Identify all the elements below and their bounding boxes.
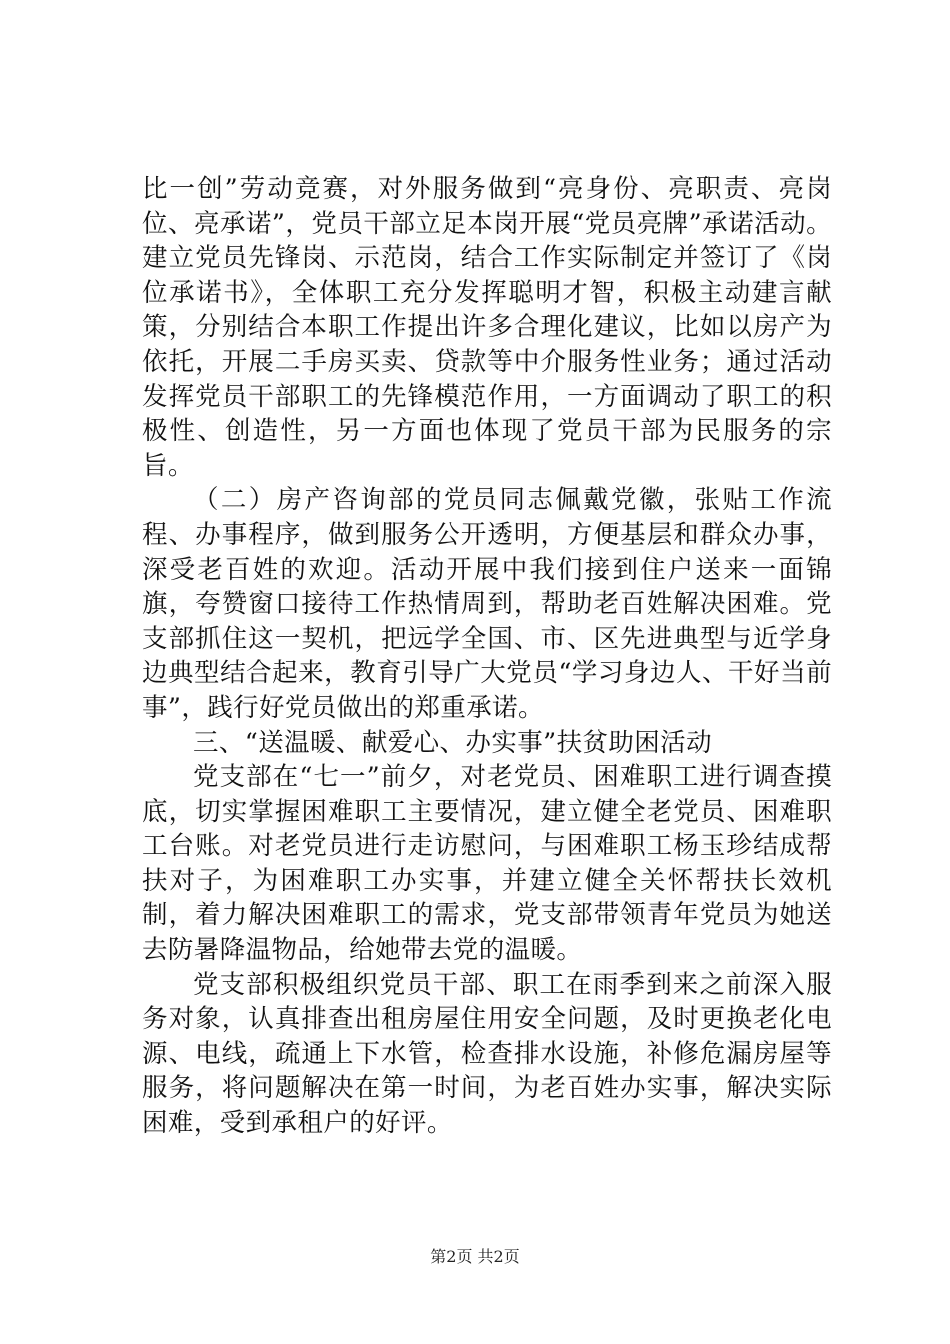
- paragraph-july-first: 党支部在“七一”前夕，对老党员、困难职工进行调查摸底，切实掌握困难职工主要情况，建立健全老党员、困难职工台账。对老党员进行走访慰问，与困难职工杨玉珍结成帮扶对子，为困难职工办实事，并建立健全关怀帮扶长效机制，着力解决困难职工的需求，党支部带领青年党员为她送去防暑降温物品，给她带去党的温暖。: [142, 762, 832, 966]
- paragraph-section-two: （二）房产咨询部的党员同志佩戴党徽，张贴工作流程、办事程序，做到服务公开透明，方便基层和群众办事，深受老百姓的欢迎。活动开展中我们接到住户送来一面锦旗，夸赞窗口接待工作热情周到，帮助老百姓解决困难。党支部抓住这一契机，把远学全国、市、区先进典型与近学身边典型结合起来，教育引导广大党员“学习身边人、干好当前事”，践行好党员做出的郑重承诺。: [142, 485, 832, 723]
- page-footer: 第2页 共2页: [430, 1247, 520, 1266]
- paragraph-continued: 比一创”劳动竞赛，对外服务做到“亮身份、亮职责、亮岗位、亮承诺”，党员干部立足本岗开展“党员亮牌”承诺活动。建立党员先锋岗、示范岗，结合工作实际制定并签订了《岗位承诺书》，全体职工充分发挥聪明才智，积极主动建言献策，分别结合本职工作提出许多合理化建议，比如以房产为依托，开展二手房买卖、贷款等中介服务性业务；通过活动发挥党员干部职工的先锋模范作用，一方面调动了职工的积极性、创造性，另一方面也体现了党员干部为民服务的宗旨。: [142, 174, 832, 481]
- document-body: [142, 172, 832, 1141]
- section-heading-three: 三、“送温暖、献爱心、办实事”扶贫助困活动: [193, 727, 712, 758]
- paragraph-rainy-season: 党支部积极组织党员干部、职工在雨季到来之前深入服务对象，认真排查出租房屋住用安全问题，及时更换老化电源、电线，疏通上下水管，检查排水设施，补修危漏房屋等服务，将问题解决在第一时间，为老百姓办实事，解决实际困难，受到承租户的好评。: [142, 969, 832, 1139]
